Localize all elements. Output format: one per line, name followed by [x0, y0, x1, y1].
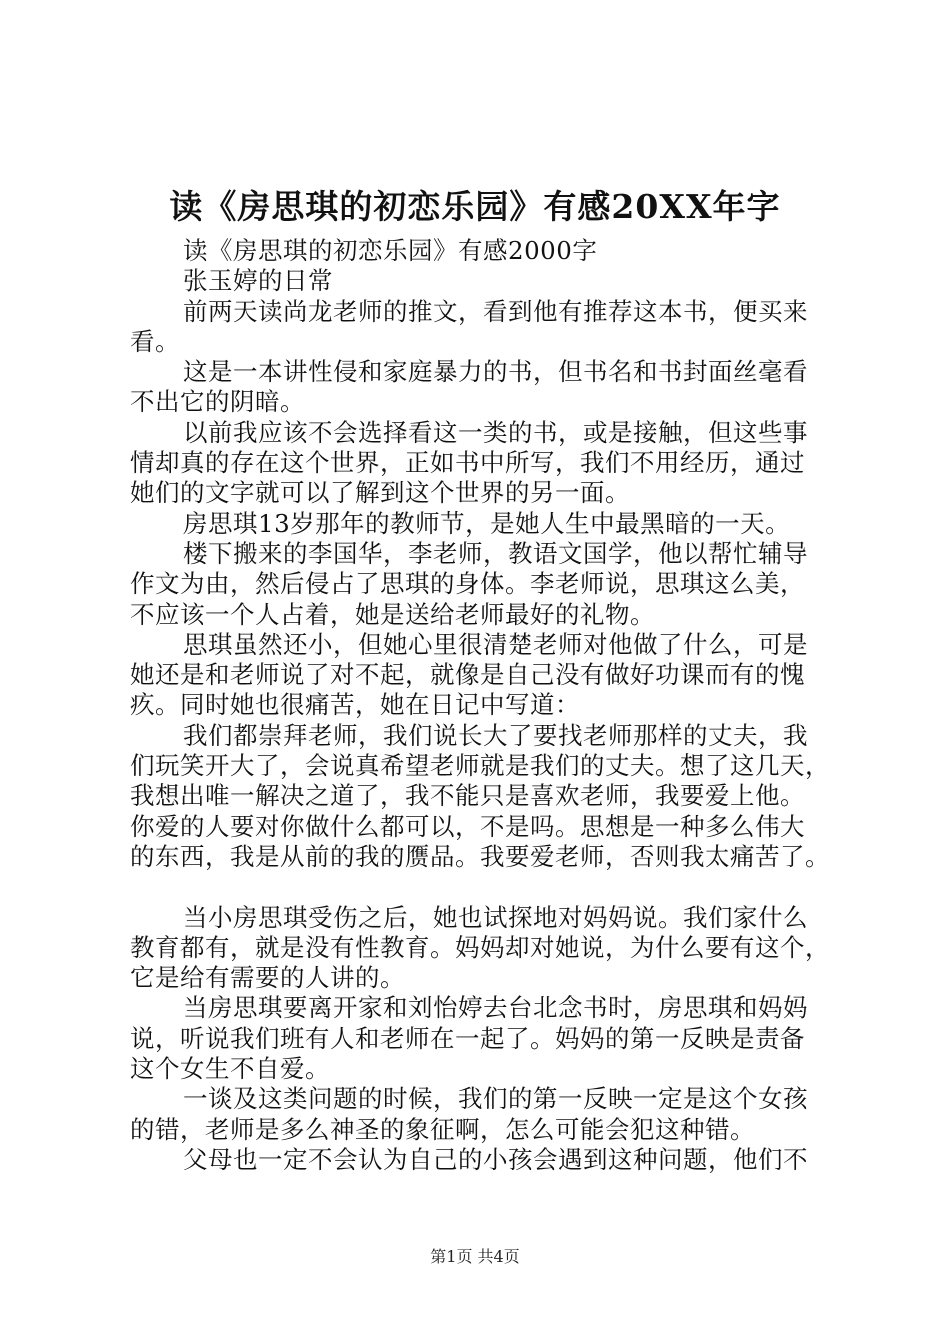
- paragraph-line: 说，听说我们班有人和老师在一起了。妈妈的第一反映是责备: [130, 1023, 805, 1053]
- paragraph-line: 的东西，我是从前的我的赝品。我要爱老师，否则我太痛苦了。: [130, 841, 830, 871]
- paragraph-line: 你爱的人要对你做什么都可以，不是吗。思想是一种多么伟大: [130, 811, 805, 841]
- document-title: 读《房思琪的初恋乐园》有感20XX年字: [169, 187, 781, 226]
- paragraph-line: 不出它的阴暗。: [130, 387, 305, 417]
- paragraph-line: 这是一本讲性侵和家庭暴力的书，但书名和书封面丝毫看: [183, 357, 808, 387]
- paragraph-line: 思琪虽然还小，但她心里很清楚老师对他做了什么，可是: [183, 629, 808, 659]
- document-body: [130, 236, 842, 1175]
- paragraph-line: 教育都有，就是没有性教育。妈妈却对她说，为什么要有这个，: [130, 932, 830, 962]
- paragraph-line: 情却真的存在这个世界，正如书中所写，我们不用经历，通过: [130, 448, 805, 478]
- paragraph-line: 这个女生不自爱。: [130, 1054, 330, 1084]
- paragraph-line: 她还是和老师说了对不起，就像是自己没有做好功课而有的愧: [130, 660, 805, 690]
- paragraph-line: 看。: [130, 326, 180, 356]
- paragraph-line: 的错，老师是多么神圣的象征啊，怎么可能会犯这种错。: [130, 1114, 755, 1144]
- paragraph-line: 父母也一定不会认为自己的小孩会遇到这种问题，他们不: [183, 1144, 808, 1174]
- paragraph-line: 张玉婷的日常: [183, 266, 333, 296]
- paragraph-line: 疚。同时她也很痛苦，她在日记中写道：: [130, 690, 580, 720]
- paragraph-line: 楼下搬来的李国华，李老师，教语文国学，他以帮忙辅导: [183, 538, 808, 568]
- paragraph-line: 它是给有需要的人讲的。: [130, 963, 405, 993]
- paragraph-line: 当房思琪要离开家和刘怡婷去台北念书时，房思琪和妈妈: [183, 993, 808, 1023]
- paragraph-line: 作文为由，然后侵占了思琪的身体。李老师说，思琪这么美，: [130, 569, 805, 599]
- page-footer: 第1页 共4页: [430, 1247, 520, 1266]
- paragraph-line: 不应该一个人占着，她是送给老师最好的礼物。: [130, 599, 655, 629]
- paragraph-line: 们玩笑开大了，会说真希望老师就是我们的丈夫。想了这几天，: [130, 751, 830, 781]
- paragraph-line: 当小房思琪受伤之后，她也试探地对妈妈说。我们家什么: [183, 902, 808, 932]
- paragraph-line: 我们都崇拜老师，我们说长大了要找老师那样的丈夫，我: [183, 720, 808, 750]
- paragraph-line: 以前我应该不会选择看这一类的书，或是接触，但这些事: [183, 417, 808, 447]
- paragraph-line: 我想出唯一解决之道了，我不能只是喜欢老师，我要爱上他。: [130, 781, 805, 811]
- paragraph-line: 她们的文字就可以了解到这个世界的另一面。: [130, 478, 630, 508]
- paragraph-gap: [130, 872, 842, 902]
- paragraph-line: 读《房思琪的初恋乐园》有感2000字: [183, 236, 598, 265]
- paragraph-line: 房思琪13岁那年的教师节，是她人生中最黑暗的一天。: [183, 508, 791, 538]
- paragraph-line: 前两天读尚龙老师的推文，看到他有推荐这本书，便买来: [183, 296, 808, 326]
- paragraph-line: 一谈及这类问题的时候，我们的第一反映一定是这个女孩: [183, 1084, 808, 1114]
